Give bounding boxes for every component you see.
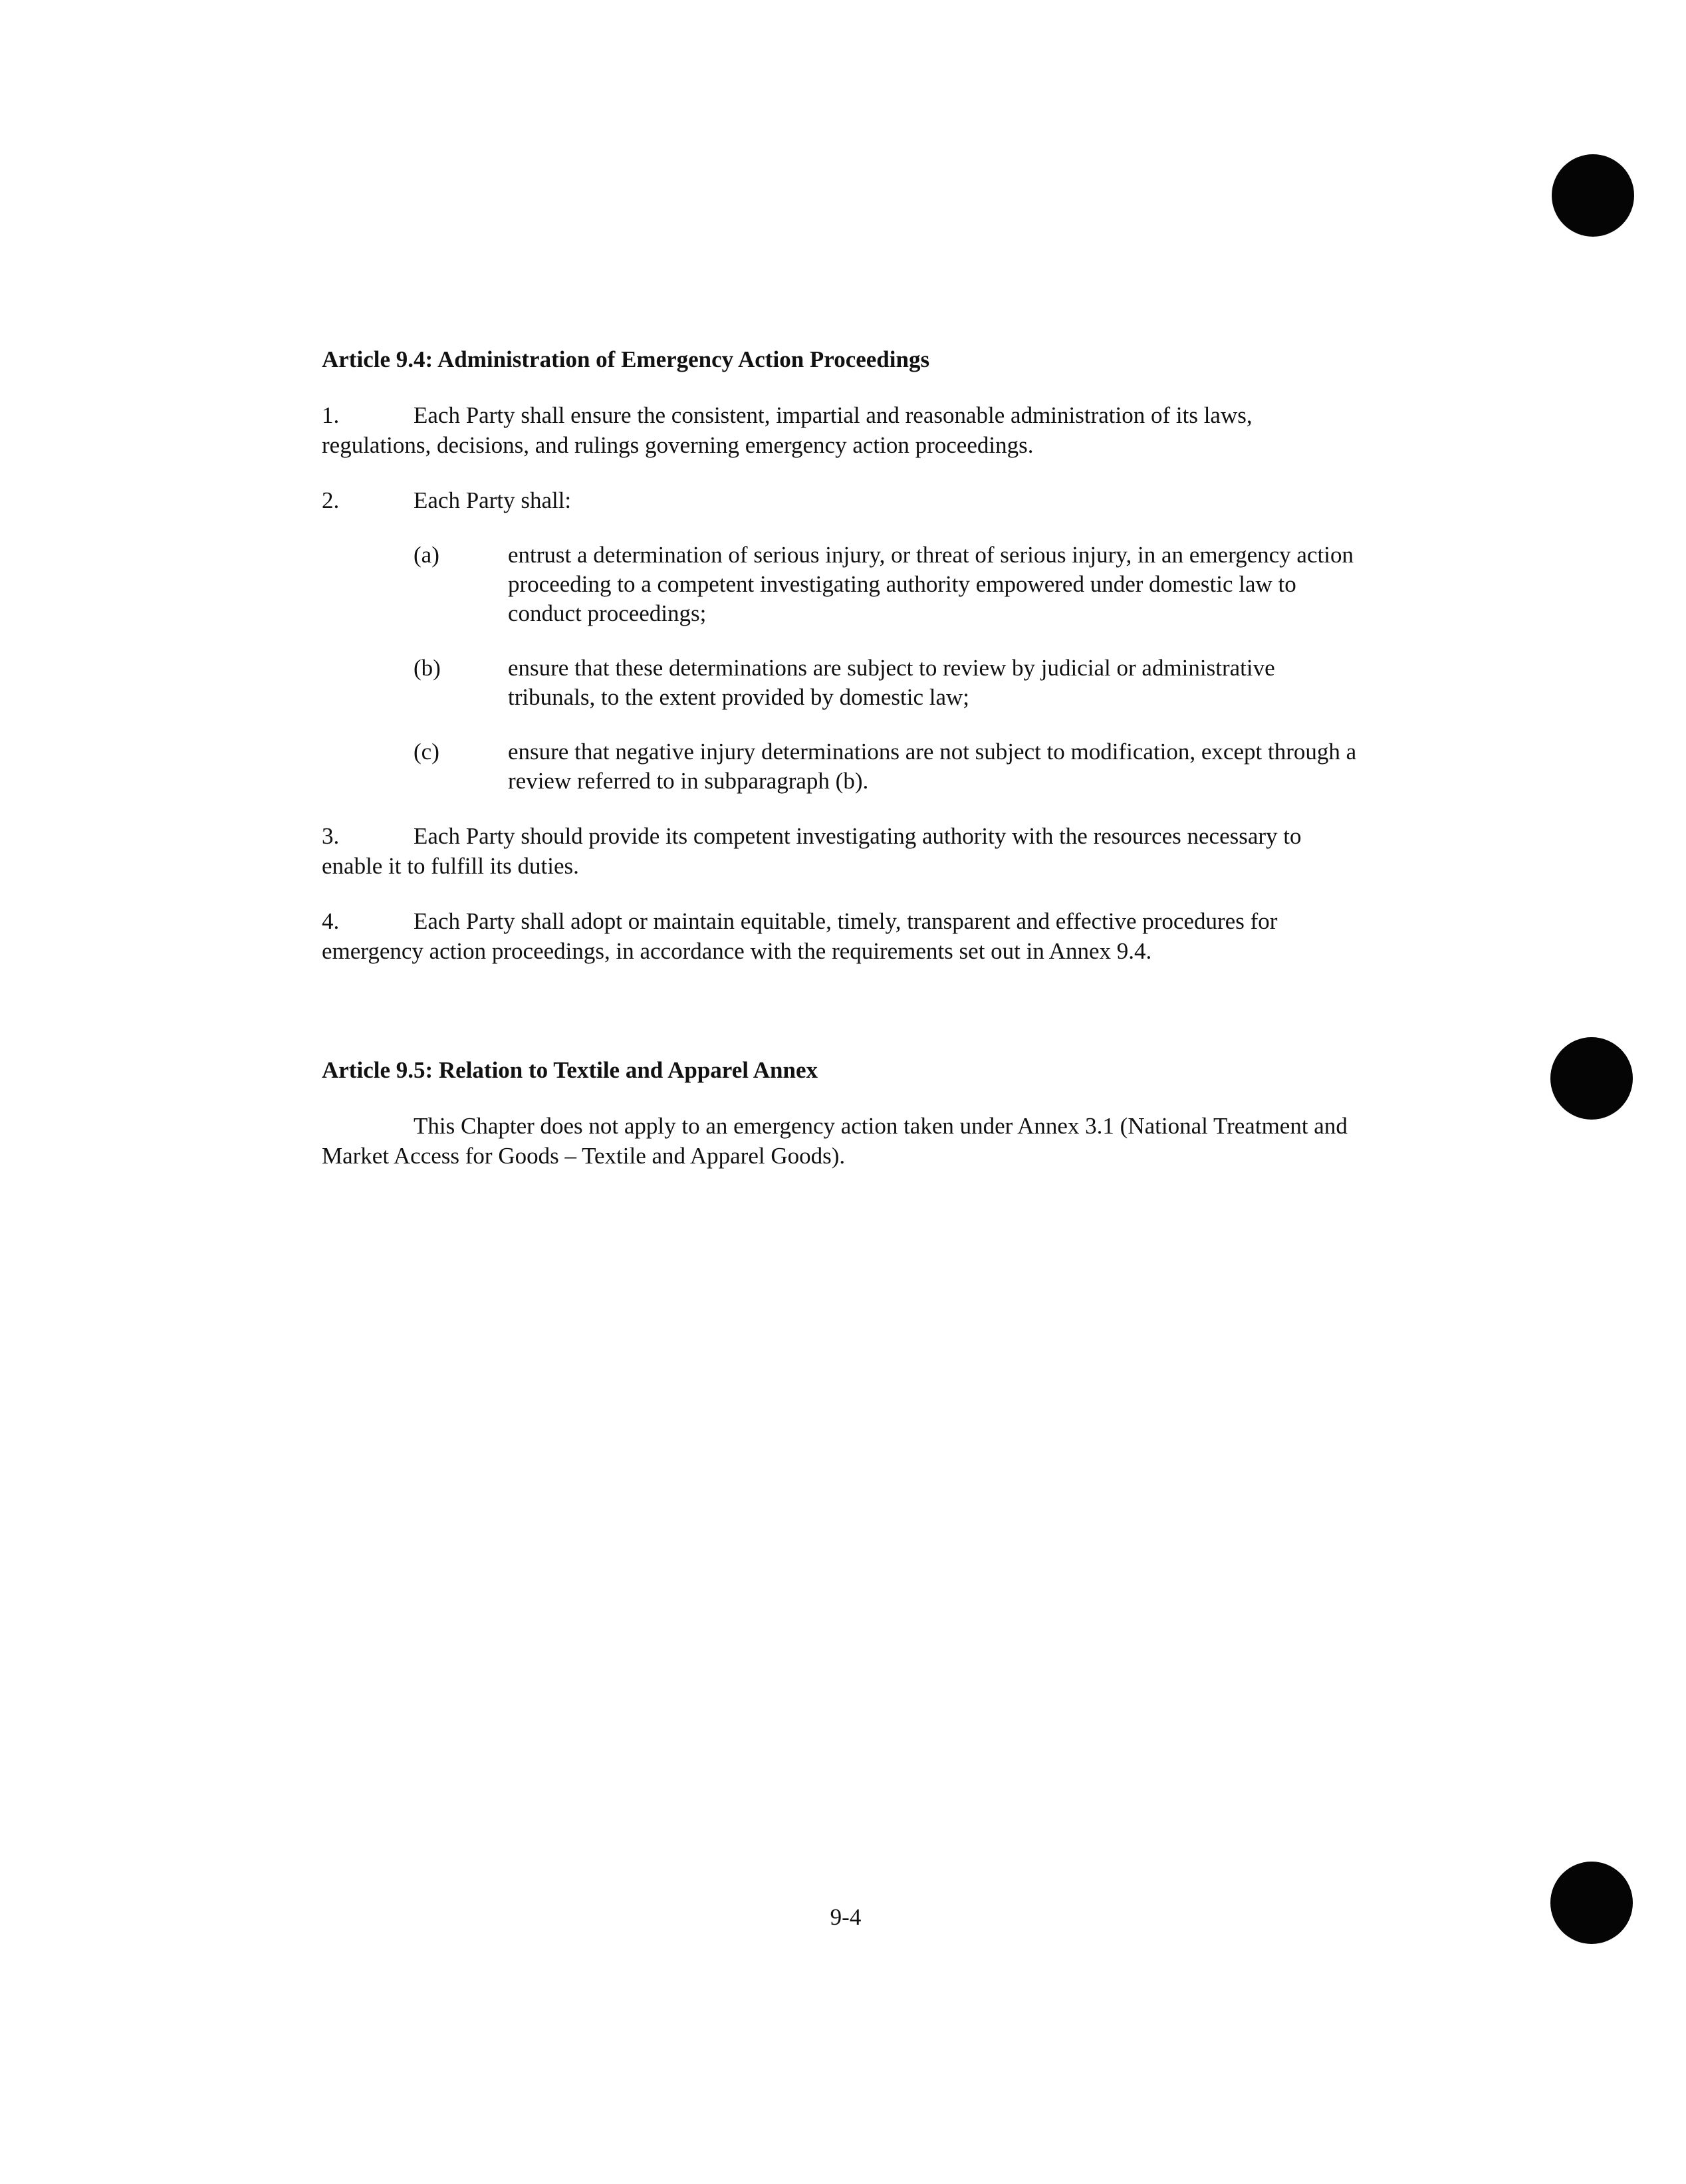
subparagraph-marker: (a): [414, 542, 439, 568]
subparagraph-marker: (b): [414, 655, 441, 681]
article-9-4-paragraph-2: [322, 485, 1359, 515]
paragraph-number: 3.: [322, 823, 340, 849]
article-9-4-paragraph-4: [322, 906, 1359, 966]
page-number: 9-4: [830, 1904, 862, 1930]
subparagraph-c: [414, 737, 1359, 796]
paragraph-number: 1.: [322, 402, 340, 428]
punch-hole-middle: [1550, 1037, 1633, 1120]
punch-hole-bottom: [1550, 1862, 1633, 1944]
article-9-5-heading: Article 9.5: Relation to Textile and Apparel Annex: [322, 1057, 818, 1083]
punch-hole-top: [1552, 154, 1634, 237]
article-9-5-paragraph: This Chapter does not apply to an emergency action taken under Annex 3.1 (National Treatment and Market Access for Goods – Textile and Apparel Goods).: [322, 1113, 1348, 1169]
subparagraph-b: [414, 654, 1359, 712]
subparagraph-list: [322, 541, 1359, 796]
paragraph-text: Each Party should provide its competent investigating authority with the resources necessary to enable it to fulfill its duties.: [322, 823, 1302, 879]
subparagraph-text: ensure that negative injury determinations are not subject to modification, except through a review referred to in subparagraph (b).: [508, 739, 1357, 794]
document-body: [322, 344, 1359, 1171]
article-9-4-paragraph-1: [322, 400, 1359, 460]
article-9-4-paragraph-3: [322, 821, 1359, 881]
paragraph-text: Each Party shall ensure the consistent, impartial and reasonable administration of its laws, regulations, decisions, and rulings governing emergency action proceedings.: [322, 402, 1253, 458]
subparagraph-text: ensure that these determinations are subject to review by judicial or administrative tribunals, to the extent provided by domestic law;: [508, 655, 1275, 710]
paragraph-number: 2.: [322, 487, 340, 513]
paragraph-number: 4.: [322, 908, 340, 934]
subparagraph-a: [414, 541, 1359, 628]
subparagraph-text: entrust a determination of serious injury, or threat of serious injury, in an emergency action proceeding to a competent investigating authority empowered under domestic law to conduct proceedings;: [508, 542, 1354, 626]
article-9-4-heading: Article 9.4: Administration of Emergency Action Proceedings: [322, 346, 930, 372]
paragraph-text: Each Party shall adopt or maintain equitable, timely, transparent and effective procedures for emergency action proceedings, in accordance with the requirements set out in Annex 9.4.: [322, 908, 1278, 964]
subparagraph-marker: (c): [414, 739, 439, 765]
paragraph-text: Each Party shall:: [414, 487, 572, 513]
